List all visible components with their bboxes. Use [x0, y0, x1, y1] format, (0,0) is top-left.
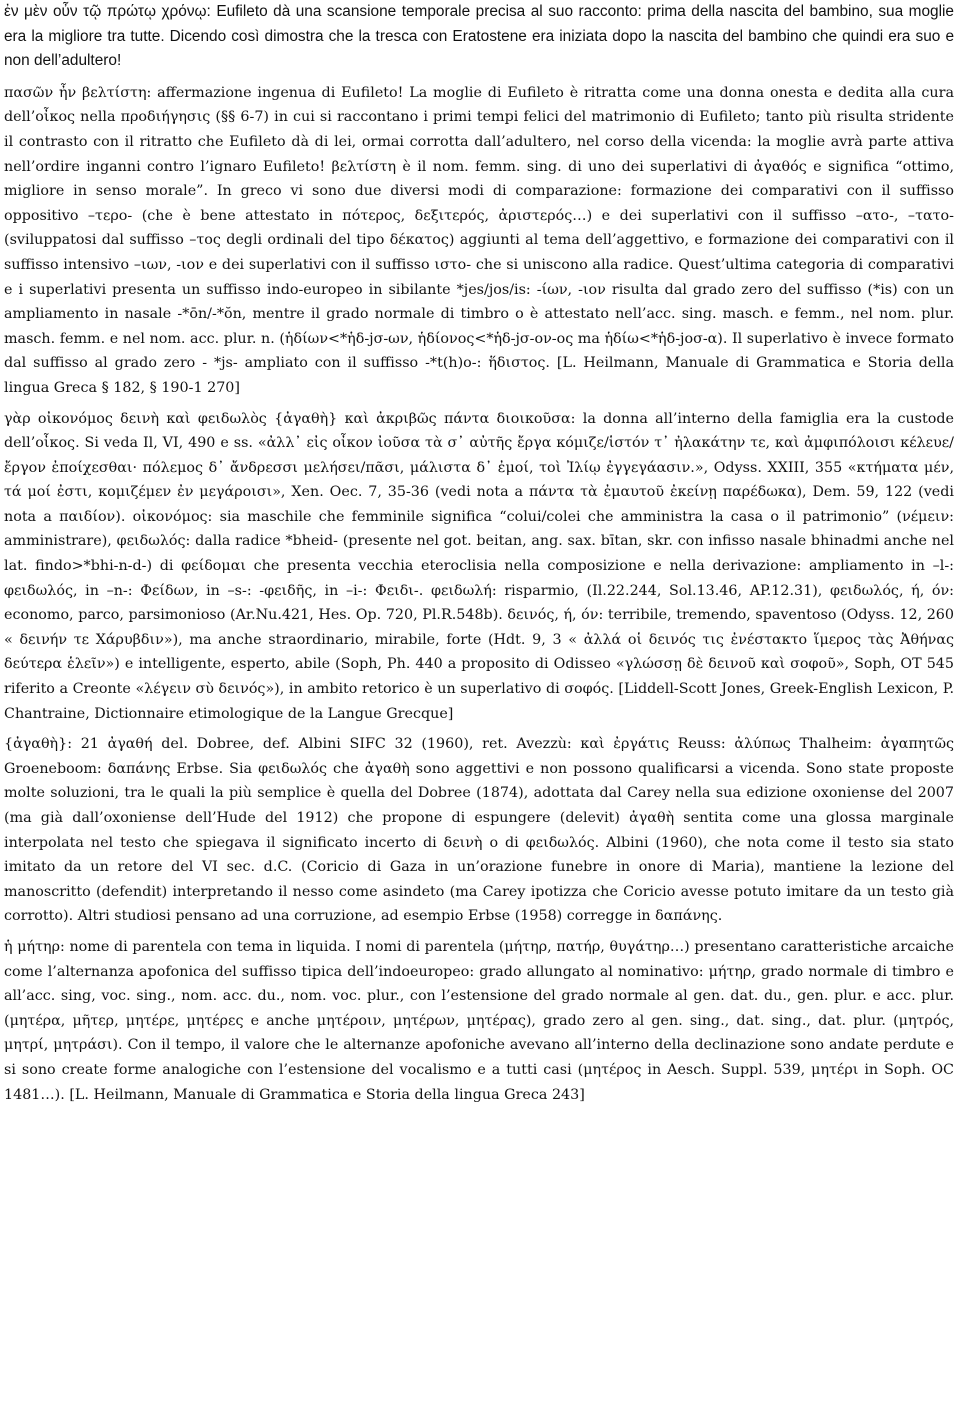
- paragraph-textual-note: {ἀγαθὴ}: 21 ἀγαθή del. Dobree, def. Albini SIFC 32 (1960), ret. Avezzù: καὶ ἐργάτις Reuss: ἀλύπως Thalheim: ἀγαπητῶς Groeneboom: δαπάνης Erbse. Sia φειδωλός che ἀγαθὴ sono aggettivi e non possono qualificarsi a vicenda. Sono state proposte molte soluzioni, tra le quali la più semplice è quella del Dobree (1874), adottata dal Carey nella sua edizione oxoniense del 2007 (ma già dall’oxoniense dell’Hude del 1912) che propone di espungere (delevit) ἀγαθὴ sentita come una glossa marginale interpolata nel testo che spiegava il significato incerto di δεινὴ o di φειδωλός. Albini (1960), che nota come il testo sia stato imitato da un retore del VI sec. d.C. (Coricio di Gaza in un’orazione funebre in onore di Maria), mantiene la lezione del manoscritto (defendit) interpretando il nesso come asindeto (ma Carey ipotizza che Coricio avesse potuto imitare da un testo già corrotto). Altri studiosi pensano ad una corruzione, ad esempio Erbse (1958) corregge in δαπάνης.: [4, 736, 954, 925]
- paragraph-household: γὰρ οἰκονόμος δεινὴ καὶ φειδωλὸς {ἀγαθὴ} καὶ ἀκριβῶς πάντα διοικοῦσα: la donna all’interno della famiglia era la custode dell’οἶκος. Si veda Il, VI, 490 e ss. «ἀλλ᾽ εἰς οἶκον ἰοῦσα τὰ σ᾽ αὐτῆς ἔργα κόμιζε/ἱστόν τ᾽ ἠλακάτην τε, καὶ ἀμφιπόλοισι κέλευε/ἔργον ἐποίχεσθαι· πόλεμος δ᾽ ἄνδρεσσι μελήσει/πᾶσι, μάλιστα δ᾽ ἐμοί, τοὶ Ἰλίῳ ἐγγεγάασιν.», Odyss. XXIII, 355 «κτήματα μέν, τά μοί ἐστι, κομιζέμεν ἐν μεγάροισι», Xen. Oec. 7, 35-36 (vedi nota a πάντα τὰ ἐμαυτοῦ ἐκείνῃ παρέδωκα), Dem. 59, 122 (vedi nota a παιδίον). οἰκονόμος: sia maschile che femminile significa “colui/colei che amministra la casa o il patrimonio” (νέμειν: amministrare), φειδωλός: dalla radice *bheid- (presente nel got. beitan, ang. sax. bītan, skr. con infisso nasale bhinadmi anche nel lat. findo>*bhi-n-d-) di φείδομαι che presenta vecchia eteroclisia nella composizione e nella derivazione: ampliamento in –l-: φειδωλός, in –n-: Φείδων, in –s-: -φειδῆς, in –i-: Φειδι-. φειδωλή: risparmio, (Il.22.244, Sol.13.46, AP.12.31), φειδωλός, ή, όν: economo, parco, parsimonioso (Ar.Nu.421, Hes. Op. 720, Pl.R.548b). δεινός, ή, όν: terribile, tremendo, spaventoso (Odyss. 12, 260 « δεινήν τε Χάρυβδιν»), ma anche straordinario, mirabile, forte (Hdt. 9, 3 « ἀλλά οἱ δεινός τις ἐνέστακτο ἵμερος τὰς Ἀθήνας δεύτερα ἑλεῖν») e intelligente, esperto, abile (Soph, Ph. 440 a proposito di Odisseo «γλώσσῃ δὲ δεινοῦ καὶ σοφοῦ», Soph, OT 545 riferito a Creonte «λέγειν σὺ δεινός»), in ambito retorico è un superlativo di σοφός. [Liddell-Scott Jones, Greek-English Lexicon, P. Chantraine, Dictionnaire etimologique de la Langue Grecque]: [4, 410, 954, 722]
- paragraph-best-of-all: πασῶν ἦν βελτίστη: affermazione ingenua di Eufileto! La moglie di Eufileto è ritratta come una donna onesta e dedita alla cura dell’οἶκος nella προδιήγησις (§§ 6-7) in cui si raccontano i primi tempi felici del matrimonio di Eufileto; tanto più risulta stridente il contrasto con il ritratto che Eufileto dà di lei, ormai corrotta dall’adultero, nel corso della vicenda: la moglie avrà parte attiva nell’ordire inganni contro l’ignaro Eufileto! βελτίστη è il nom. femm. sing. di uno dei superlativi di ἀγαθός e significa “ottimo, migliore in senso morale”. In greco vi sono due diversi modi di comparazione: formazione dei comparativi con il suffisso oppositivo –τερο- (che è bene attestato in πότερος, δεξιτερός, ἀριστερός…) e dei superlativi con il suffisso –ατο-, –τατο- (sviluppatosi dal suffisso –τος degli ordinali del tipo δέκατος) aggiunti al tema dell’aggettivo, e formazione dei comparativi con il suffisso intensivo –ιων, -ιον e dei superlativi con il suffisso ιστο- che si uniscono alla radice. Quest’ultima categoria di comparativi e i superlativi presenta un suffisso indo-europeo in sibilante *jes/jos/is: -ίων, -ιον risulta dal grado zero del suffisso (*is) con un ampliamento in nasale -*ōn/-*ŏn, mentre il grado normale di timbro o è attestato nell’acc. sing. masch. e femm., nel nom. plur. masch. femm. e nel nom. acc. plur. n. (ἡδίων<*ἡδ-jσ-ων, ἡδίονος<*ἡδ-jσ-ον-ος ma ἡδίω<*ἡδ-jοσ-α). Il superlativo è invece formato dal suffisso al grado zero - *js- ampliato con il suffisso -*t(h)o-: ἥδιστος. [L. Heilmann, Manuale di Grammatica e Storia della lingua Greca § 182, § 190-1 270]: [4, 84, 954, 396]
- paragraph-intro: ἐν μὲν οὖν τῷ πρώτῳ χρόνῳ: Eufileto dà una scansione temporale precisa al suo racconto: prima della nascita del bambino, sua moglie era la migliore tra tutte. Dicendo così dimostra che la tresca con Eratostene era iniziata dopo la nascita del bambino che quindi era suo e non dell’adultero!: [4, 3, 954, 70]
- paragraph-mother: ἡ μήτηρ: nome di parentela con tema in liquida. I nomi di parentela (μήτηρ, πατήρ, θυγάτηρ…) presentano caratteristiche arcaiche come l’alternanza apofonica del suffisso tipica dell’indoeuropeo: grado allungato al nominativo: μήτηρ, grado normale di timbro e all’acc. sing, voc. sing., nom. acc. du., nom. voc. plur., con l’estensione del grado normale al gen. dat. du., gen. plur. e acc. plur. (μητέρα, μῆτερ, μητέρε, μητέρες e anche μητέροιν, μητέρων, μητέρας), grado zero al gen. sing., dat. sing., dat. plur. (μητρός, μητρί, μητράσι). Con il tempo, il valore che le alternanze apofoniche avevano all’interno della declinazione sono andate perdute e si sono create forme analogiche con l’estensione del vocalismo e a tutti casi (μητέρος in Aesch. Suppl. 539, μητέρι in Soph. OC 1481…). [L. Heilmann, Manuale di Grammatica e Storia della lingua Greca 243]: [4, 938, 954, 1103]
